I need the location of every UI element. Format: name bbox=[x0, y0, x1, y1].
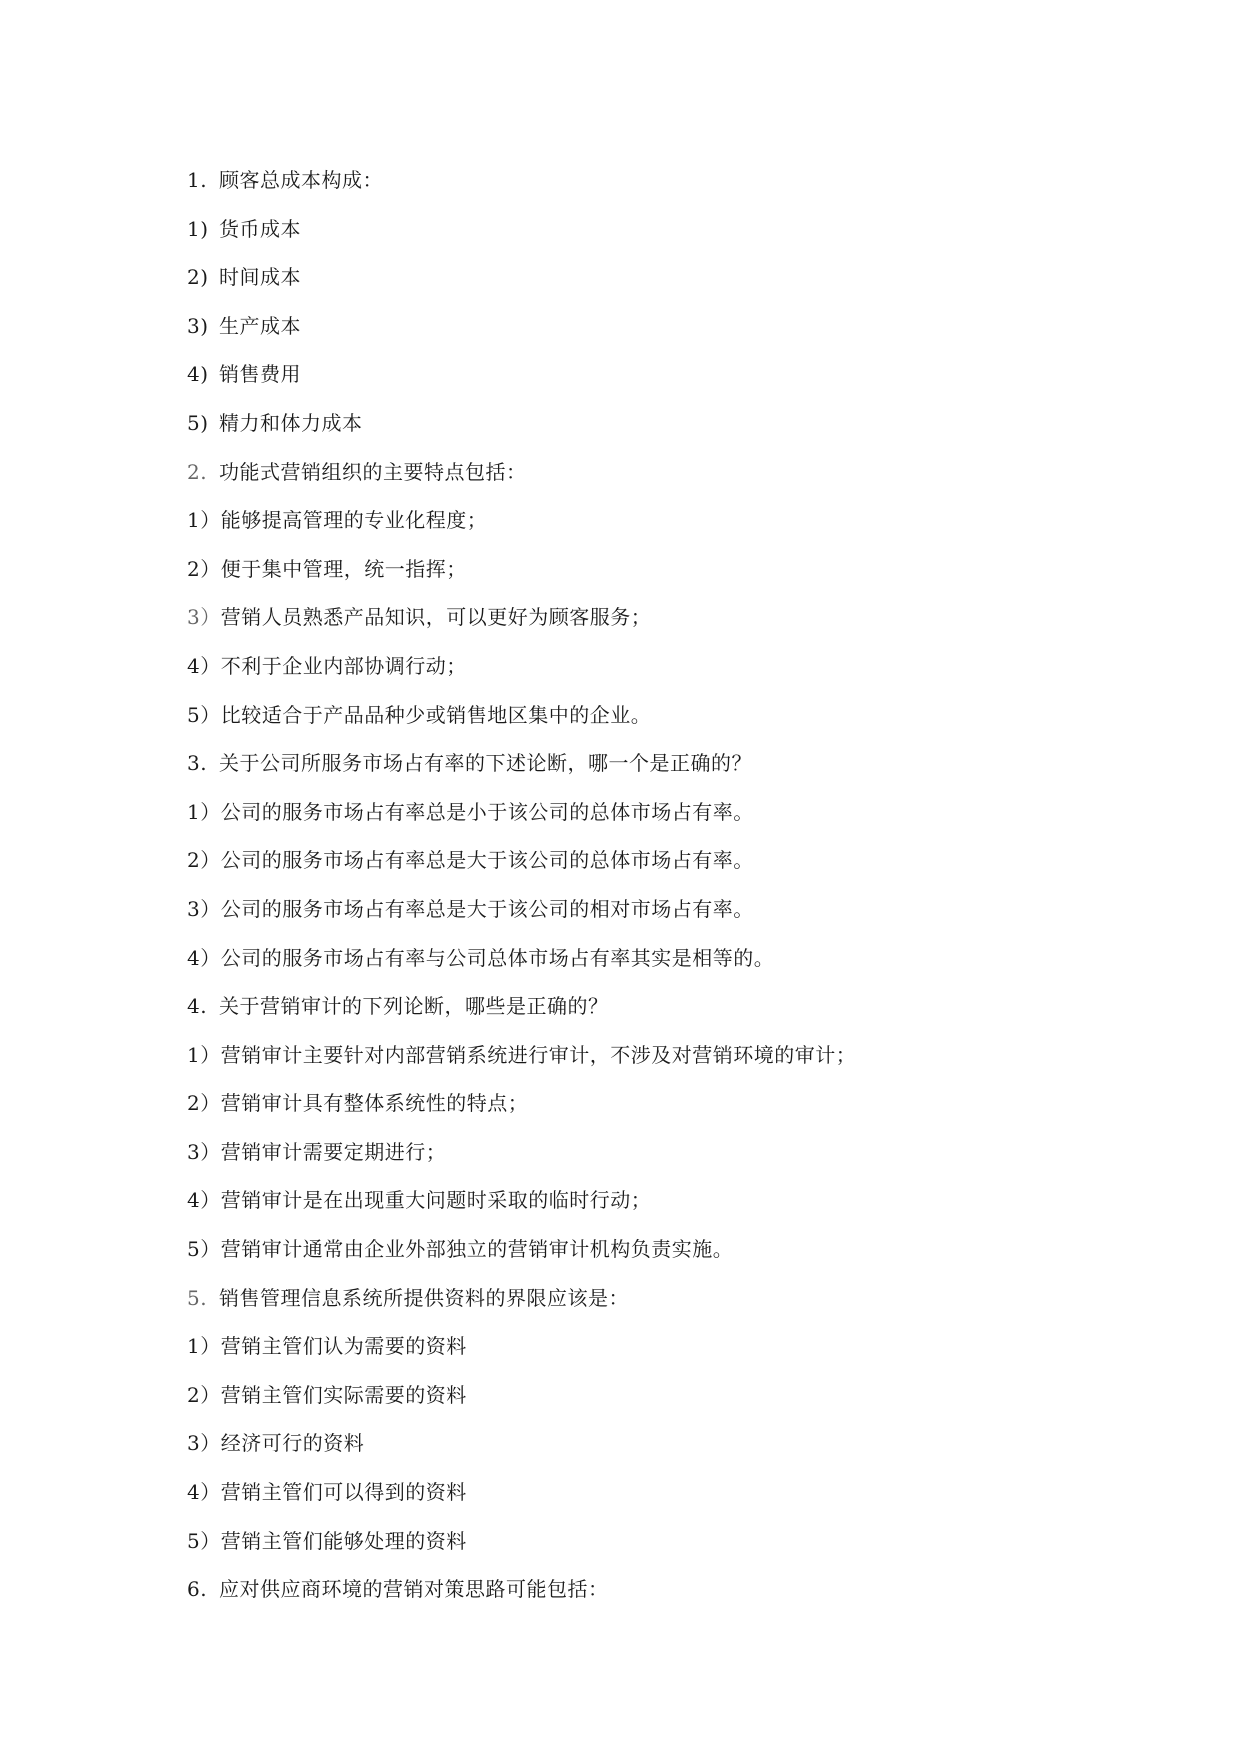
line-number: 5） bbox=[187, 1528, 221, 1553]
line-text: 顾客总成本构成： bbox=[219, 168, 383, 192]
line-text: 不利于企业内部协调行动； bbox=[220, 653, 467, 678]
option-line bbox=[187, 836, 1147, 885]
line-number: 5) bbox=[187, 410, 209, 435]
line-text: 比较适合于产品品种少或销售地区集中的企业。 bbox=[220, 702, 652, 727]
option-line bbox=[187, 399, 1147, 448]
line-number: 4） bbox=[187, 945, 221, 970]
document-body bbox=[187, 156, 1147, 1614]
line-text: 关于公司所服务市场占有率的下述论断，哪一个是正确的？ bbox=[219, 751, 752, 776]
line-number: 2） bbox=[187, 1091, 221, 1116]
line-text: 营销审计具有整体系统性的特点； bbox=[220, 1091, 529, 1116]
line-text: 关于营销审计的下列论断，哪些是正确的？ bbox=[219, 994, 609, 1019]
line-number: 5） bbox=[187, 1237, 221, 1262]
line-number: 4） bbox=[187, 653, 221, 678]
line-number: 3） bbox=[187, 896, 221, 921]
option-line bbox=[187, 253, 1147, 302]
option-line bbox=[187, 302, 1147, 351]
question-line bbox=[187, 448, 1147, 497]
line-text: 营销人员熟悉产品知识，可以更好为顾客服务； bbox=[220, 605, 652, 630]
line-text: 销售费用 bbox=[219, 362, 301, 387]
line-number: 2） bbox=[187, 848, 221, 873]
line-text: 营销审计通常由企业外部独立的营销审计机构负责实施。 bbox=[220, 1237, 734, 1262]
line-number: 1) bbox=[187, 216, 209, 241]
line-number: 4) bbox=[187, 362, 209, 387]
option-line bbox=[187, 691, 1147, 740]
line-text: 便于集中管理，统一指挥； bbox=[220, 556, 467, 581]
line-text: 营销主管们认为需要的资料 bbox=[220, 1334, 467, 1359]
option-line bbox=[187, 1225, 1147, 1274]
line-number: 1. bbox=[187, 168, 208, 192]
line-number: 1） bbox=[187, 508, 221, 533]
question-line bbox=[187, 156, 1147, 205]
option-line bbox=[187, 350, 1147, 399]
option-line bbox=[187, 1128, 1147, 1177]
line-number: 3） bbox=[187, 1431, 221, 1456]
line-text: 时间成本 bbox=[219, 265, 301, 290]
line-number: 5. bbox=[187, 1285, 208, 1310]
question-line bbox=[187, 982, 1147, 1031]
option-line bbox=[187, 885, 1147, 934]
line-text: 营销主管们可以得到的资料 bbox=[220, 1480, 467, 1505]
line-number: 3) bbox=[187, 313, 209, 338]
option-line bbox=[187, 1322, 1147, 1371]
line-text: 能够提高管理的专业化程度； bbox=[220, 508, 488, 533]
line-number: 2. bbox=[187, 459, 208, 484]
line-number: 4） bbox=[187, 1480, 221, 1505]
line-number: 3） bbox=[187, 605, 221, 630]
line-number: 1） bbox=[187, 1042, 221, 1067]
line-text: 销售管理信息系统所提供资料的界限应该是： bbox=[219, 1285, 629, 1310]
line-number: 3. bbox=[187, 751, 208, 776]
line-text: 营销审计主要针对内部营销系统进行审计，不涉及对营销环境的审计； bbox=[220, 1042, 857, 1067]
line-text: 营销主管们能够处理的资料 bbox=[220, 1528, 467, 1553]
line-number: 2） bbox=[187, 556, 221, 581]
line-text: 营销审计需要定期进行； bbox=[220, 1139, 447, 1164]
line-number: 4） bbox=[187, 1188, 221, 1213]
line-number: 3） bbox=[187, 1139, 221, 1164]
line-number: 5） bbox=[187, 702, 221, 727]
option-line bbox=[187, 934, 1147, 983]
option-line bbox=[187, 1468, 1147, 1517]
line-number: 2) bbox=[187, 265, 209, 290]
option-line bbox=[187, 205, 1147, 254]
line-text: 经济可行的资料 bbox=[220, 1431, 365, 1456]
option-line bbox=[187, 496, 1147, 545]
line-text: 营销审计是在出现重大问题时采取的临时行动； bbox=[220, 1188, 652, 1213]
option-line bbox=[187, 1419, 1147, 1468]
line-text: 货币成本 bbox=[219, 216, 301, 241]
option-line bbox=[187, 788, 1147, 837]
line-number: 1） bbox=[187, 1334, 221, 1359]
line-text: 公司的服务市场占有率总是大于该公司的总体市场占有率。 bbox=[220, 848, 754, 873]
option-line bbox=[187, 1079, 1147, 1128]
line-text: 公司的服务市场占有率总是大于该公司的相对市场占有率。 bbox=[220, 896, 754, 921]
option-line bbox=[187, 642, 1147, 691]
line-text: 应对供应商环境的营销对策思路可能包括： bbox=[219, 1577, 609, 1602]
line-number: 6. bbox=[187, 1577, 208, 1602]
line-text: 公司的服务市场占有率与公司总体市场占有率其实是相等的。 bbox=[220, 945, 775, 970]
line-number: 4. bbox=[187, 994, 208, 1019]
line-text: 功能式营销组织的主要特点包括： bbox=[219, 459, 527, 484]
option-line bbox=[187, 1176, 1147, 1225]
option-line bbox=[187, 1517, 1147, 1566]
option-line bbox=[187, 1371, 1147, 1420]
option-line bbox=[187, 1031, 1147, 1080]
line-number: 1） bbox=[187, 799, 221, 824]
line-text: 公司的服务市场占有率总是小于该公司的总体市场占有率。 bbox=[220, 799, 754, 824]
line-text: 生产成本 bbox=[219, 313, 301, 338]
line-text: 精力和体力成本 bbox=[219, 410, 363, 435]
question-line bbox=[187, 1274, 1147, 1323]
line-number: 2） bbox=[187, 1382, 221, 1407]
option-line bbox=[187, 593, 1147, 642]
question-line bbox=[187, 1565, 1147, 1614]
line-text: 营销主管们实际需要的资料 bbox=[220, 1382, 467, 1407]
question-line bbox=[187, 739, 1147, 788]
option-line bbox=[187, 545, 1147, 594]
